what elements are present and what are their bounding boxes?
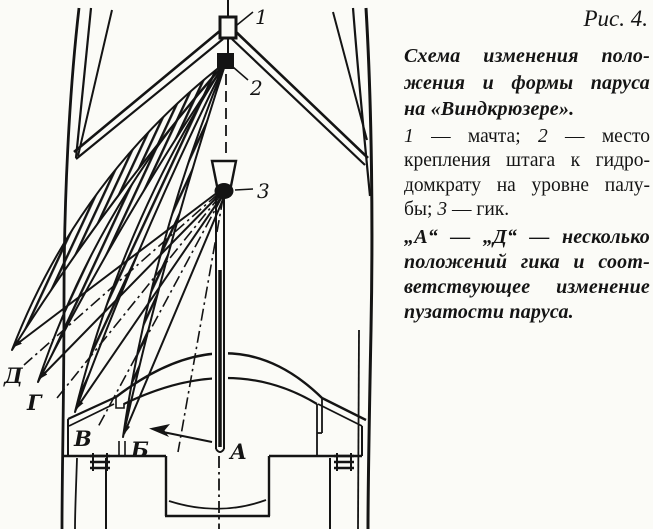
stay-attachment-point — [217, 53, 234, 69]
masthead-fitting — [220, 17, 236, 38]
label-position-g: Г — [27, 390, 42, 415]
caption-legend — [404, 125, 650, 223]
direction-arrow — [149, 424, 212, 442]
gooseneck-pivot — [215, 183, 234, 199]
left-coaming-notch — [116, 397, 124, 408]
caption-title-line: жения и формы паруса — [404, 71, 650, 94]
caption-note-line: ветствующее изменение — [404, 275, 650, 298]
arrow-head — [149, 424, 170, 437]
boom-b-deck-fitting — [119, 441, 125, 456]
caption-title — [404, 43, 650, 123]
caption-legend-line: крепления штага к гидро- — [404, 150, 650, 171]
sail-chord-rays — [24, 194, 223, 452]
cleat-left — [90, 453, 110, 471]
caption-legend-line — [404, 125, 650, 150]
caption-legend-line: домкрату на уровне палу- — [404, 174, 650, 196]
caption-legend-line — [404, 198, 650, 223]
legend-text: — место — [547, 125, 650, 147]
caption-title-line: Схема изменения поло- — [404, 45, 650, 67]
legend-text: бы; — [404, 199, 438, 220]
cleat-right — [334, 453, 354, 471]
sail-shape-v — [75, 62, 226, 412]
label-boom: 3 — [257, 179, 270, 203]
label-position-a: А — [230, 439, 248, 464]
legend-text: — гик. — [447, 199, 510, 220]
gooseneck-cup — [212, 161, 236, 186]
cockpit-well — [165, 456, 270, 516]
legend-key-2: 2 — [537, 125, 548, 147]
gooseneck-fitting — [212, 161, 236, 199]
caption-column — [404, 6, 650, 325]
caption-note — [404, 225, 650, 325]
left-hull-inner-lower-line — [75, 458, 77, 529]
caption-note-line: пузатости паруса. — [404, 300, 574, 323]
legend-text: — мачта; — [413, 125, 538, 147]
caption-title-line: на «Виндкрюзере». — [404, 98, 575, 120]
label-position-d: Д — [4, 363, 23, 388]
right-shroud-line — [333, 12, 367, 140]
below-deck-lines — [106, 458, 330, 529]
leader-2 — [233, 67, 248, 80]
label-position-b: Б — [131, 437, 149, 462]
legend-key-1: 1 — [404, 125, 414, 147]
caption-note-line: положений гика и соот- — [404, 250, 650, 273]
label-stay: 2 — [250, 76, 263, 100]
arrow-shaft — [158, 431, 212, 442]
figure-number: Рис. 4. — [583, 6, 648, 31]
label-mast: 1 — [255, 5, 268, 29]
cockpit-seat-arc — [169, 500, 266, 509]
leader-1 — [237, 12, 253, 25]
legend-key-3: 3 — [437, 199, 448, 220]
right-hull-inner-lower-line — [358, 330, 359, 529]
right-hull-outer-line — [366, 8, 372, 529]
bow-deck-edges — [74, 30, 368, 165]
leader-3 — [235, 189, 253, 190]
label-position-v: В — [74, 426, 92, 451]
caption-note-line: „А“ — „Д“ — несколько — [404, 225, 650, 248]
